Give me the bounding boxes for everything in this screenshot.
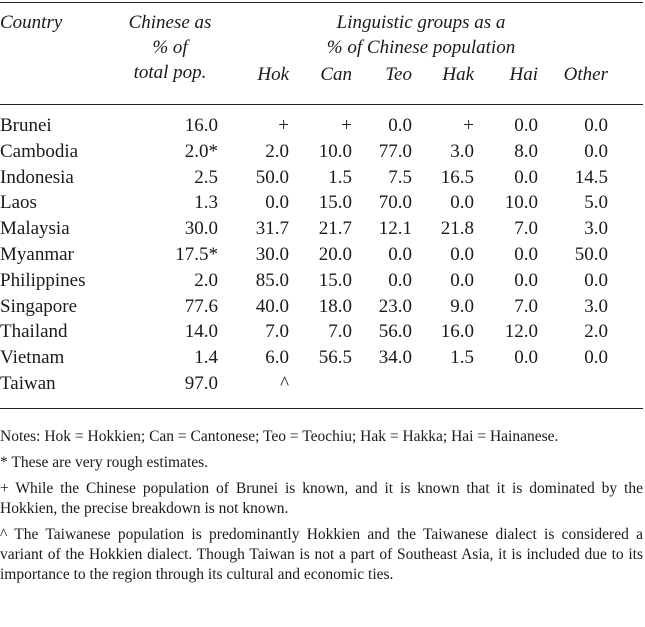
cell-hok: 7.0: [265, 321, 289, 343]
table-row: [0, 345, 645, 371]
header-other: Other: [563, 64, 608, 85]
table-row: [0, 190, 645, 216]
cell-pct: 30.0: [184, 218, 218, 240]
cell-hak: 0.0: [450, 192, 474, 214]
cell-hok: 0.0: [265, 192, 289, 214]
cell-can: 15.0: [318, 269, 352, 291]
row-padding: [608, 371, 645, 397]
cell-other: [538, 371, 608, 397]
table-row: [0, 242, 645, 268]
cell-other: 14.5: [574, 166, 608, 188]
cell-teo: 34.0: [378, 347, 412, 369]
cell-pct: 2.0*: [184, 140, 218, 162]
cell-hok: +: [278, 115, 289, 136]
cell-country: Singapore: [0, 295, 78, 317]
cell-pct: 97.0: [184, 372, 218, 394]
cell-country: Taiwan: [0, 372, 56, 394]
table-row: [0, 216, 645, 242]
cell-teo: 56.0: [378, 321, 412, 343]
cell-teo: 0.0: [388, 115, 412, 136]
cell-teo: 23.0: [378, 295, 412, 317]
cell-pct: 2.5: [194, 166, 218, 188]
cell-country: Brunei: [0, 115, 52, 136]
cell-teo: 12.1: [378, 218, 412, 240]
header-country: Country: [0, 12, 63, 33]
cell-hak: +: [463, 115, 474, 136]
cell-teo: [352, 371, 412, 397]
cell-hai: 0.0: [514, 166, 538, 188]
row-padding: [608, 113, 645, 139]
cell-teo: 0.0: [388, 269, 412, 291]
row-padding: [608, 216, 645, 242]
cell-other: 3.0: [584, 218, 608, 240]
header-rule: [0, 104, 643, 105]
cell-hok: 2.0: [265, 140, 289, 162]
cell-hok: ^: [280, 372, 289, 394]
header-linguistic-groups: [308, 10, 534, 60]
note-abbreviations: Notes: Hok = Hokkien; Can = Cantonese; Teo = Teochiu; Hak = Hakka; Hai = Hainanese.: [0, 428, 559, 445]
row-padding: [608, 139, 645, 165]
data-table: [0, 113, 645, 397]
cell-hai: 0.0: [514, 243, 538, 265]
table-row: [0, 294, 645, 320]
note-asterisk: * These are very rough estimates.: [0, 454, 209, 471]
cell-hok: 50.0: [255, 166, 289, 188]
cell-hak: 21.8: [440, 218, 474, 240]
cell-can: +: [341, 115, 352, 136]
row-padding: [608, 345, 645, 371]
cell-pct: 17.5*: [175, 243, 218, 265]
header-chinese-pct-line-2: % of: [152, 37, 188, 58]
cell-other: 0.0: [584, 140, 608, 162]
cell-pct: 14.0: [184, 321, 218, 343]
cell-other: 5.0: [584, 192, 608, 214]
top-rule: [0, 2, 643, 3]
cell-hok: 85.0: [255, 269, 289, 291]
header-hai: Hai: [509, 64, 538, 85]
row-padding: [608, 268, 645, 294]
row-padding: [608, 165, 645, 191]
cell-hak: 16.5: [440, 166, 474, 188]
cell-can: 7.0: [328, 321, 352, 343]
row-padding: [608, 319, 645, 345]
header-chinese-pct-line-3: total pop.: [133, 62, 207, 83]
table-row: [0, 113, 645, 139]
table-row: [0, 268, 645, 294]
cell-hai: 0.0: [514, 347, 538, 369]
header-can: Can: [320, 64, 352, 85]
cell-country: Vietnam: [0, 347, 65, 369]
table-row: [0, 165, 645, 191]
cell-other: 50.0: [574, 243, 608, 265]
cell-hak: [412, 371, 474, 397]
cell-hak: 3.0: [450, 140, 474, 162]
cell-hak: 0.0: [450, 243, 474, 265]
cell-can: 56.5: [318, 347, 352, 369]
header-hak: Hak: [442, 64, 474, 85]
cell-pct: 16.0: [184, 115, 218, 136]
cell-country: Cambodia: [0, 140, 79, 162]
row-padding: [608, 190, 645, 216]
cell-pct: 1.4: [194, 347, 218, 369]
row-padding: [608, 242, 645, 268]
header-chinese-pct-line-1: Chinese as: [128, 12, 212, 33]
cell-hai: 10.0: [504, 192, 538, 214]
cell-country: Thailand: [0, 321, 68, 343]
cell-can: 15.0: [318, 192, 352, 214]
cell-can: 21.7: [318, 218, 352, 240]
header-linguistic-line-1: Linguistic groups as a: [336, 12, 506, 33]
table-row: [0, 319, 645, 345]
header-linguistic-line-2: % of Chinese population: [326, 37, 516, 58]
cell-hak: 0.0: [450, 269, 474, 291]
cell-hak: 9.0: [450, 295, 474, 317]
cell-other: 3.0: [584, 295, 608, 317]
cell-teo: 77.0: [378, 140, 412, 162]
cell-country: Philippines: [0, 269, 86, 291]
cell-country: Laos: [0, 192, 37, 214]
table-row: [0, 371, 645, 397]
cell-other: 0.0: [584, 115, 608, 136]
cell-hai: 0.0: [514, 269, 538, 291]
cell-hai: 7.0: [514, 218, 538, 240]
cell-hok: 40.0: [255, 295, 289, 317]
bottom-rule: [0, 408, 643, 409]
cell-hok: 6.0: [265, 347, 289, 369]
cell-can: [289, 371, 352, 397]
note-plus: + While the Chinese population of Brunei is known, and it is known that it is dominated by the Hokkien, the precise breakdown is not known.: [0, 480, 643, 517]
cell-teo: 0.0: [388, 243, 412, 265]
header-hok: Hok: [257, 64, 289, 85]
cell-hai: 12.0: [504, 321, 538, 343]
table-notes: [0, 427, 643, 591]
cell-teo: 70.0: [378, 192, 412, 214]
cell-hok: 30.0: [255, 243, 289, 265]
header-chinese-pct: [118, 10, 222, 85]
cell-country: Indonesia: [0, 166, 74, 188]
cell-country: Malaysia: [0, 218, 70, 240]
row-padding: [608, 294, 645, 320]
header-teo: Teo: [385, 64, 412, 85]
cell-can: 10.0: [318, 140, 352, 162]
cell-hak: 16.0: [440, 321, 474, 343]
cell-teo: 7.5: [388, 166, 412, 188]
cell-hak: 1.5: [450, 347, 474, 369]
cell-pct: 1.3: [194, 192, 218, 214]
cell-hai: [474, 371, 538, 397]
cell-hai: 0.0: [514, 115, 538, 136]
cell-can: 18.0: [318, 295, 352, 317]
cell-pct: 77.6: [184, 295, 218, 317]
note-caret: ^ The Taiwanese population is predominantly Hokkien and the Taiwanese dialect is considered a variant of the Hokkien dialect. Though Taiwan is not a part of Southeast Asia, it is included due to its importance to the region through its cultural and economic ties.: [0, 526, 643, 583]
cell-hai: 7.0: [514, 295, 538, 317]
cell-pct: 2.0: [194, 269, 218, 291]
cell-hai: 8.0: [514, 140, 538, 162]
cell-other: 2.0: [584, 321, 608, 343]
cell-other: 0.0: [584, 347, 608, 369]
cell-can: 20.0: [318, 243, 352, 265]
table-row: [0, 139, 645, 165]
cell-country: Myanmar: [0, 243, 74, 265]
cell-hok: 31.7: [255, 218, 289, 240]
cell-other: 0.0: [584, 269, 608, 291]
cell-can: 1.5: [328, 166, 352, 188]
